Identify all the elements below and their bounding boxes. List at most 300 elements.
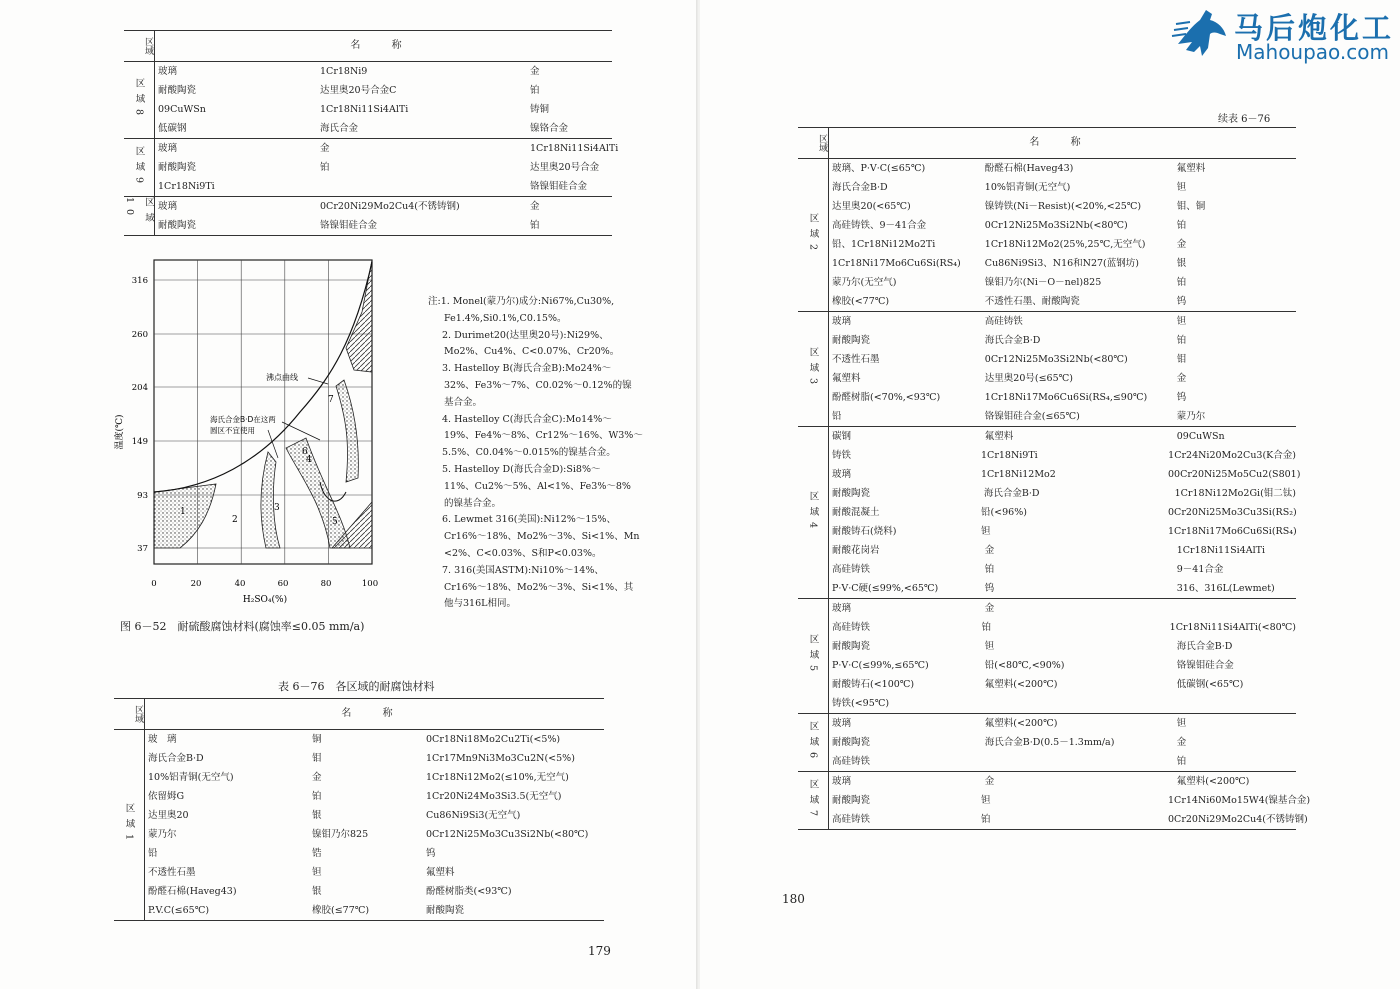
table-cell: 耐酸花岗岩: [832, 545, 880, 556]
table-cell: 海氏合金B·D: [148, 753, 204, 764]
x-tick-label: 80: [320, 579, 332, 589]
table-cell: 氟塑料(<200℃): [984, 718, 1058, 729]
figure-caption: 图 6－52 耐硫酸腐蚀材料(腐蚀率≤0.05 mm/a): [120, 620, 365, 633]
note-line: Cr16%～18%、Mo2%～3%、Si<1%、Mn: [444, 531, 640, 543]
region-label-text: 区域2: [807, 213, 819, 257]
y-tick-label: 204: [131, 383, 148, 393]
table-cell: 10%铝青铜(无空气): [148, 772, 234, 783]
table-cell: 09CuWSn: [1176, 431, 1225, 442]
table-row: [832, 791, 1311, 810]
table-cell: 1Cr18Ni9Ti: [981, 450, 1038, 461]
hastelloy-note: 海氏合金B·D在这两: [210, 415, 276, 424]
table-cell: 1Cr18Ni12Mo2: [980, 469, 1056, 480]
table-cell: 0Cr20Ni29Mo2Cu4(不锈铸钢): [320, 201, 460, 212]
table-cell: 低碳钢: [158, 123, 187, 134]
table-cell: 海氏合金B·D: [983, 488, 1040, 499]
table-cell: 1Cr18Ni17Mo6Cu6Si(RS₄,≤90℃): [984, 392, 1148, 403]
table-row: [832, 714, 1296, 733]
table-header: [124, 30, 612, 62]
table-row: [832, 407, 1296, 426]
table-cell: 铬镍钼硅合金(≤65℃): [984, 411, 1080, 422]
chart-plot: [113, 260, 378, 605]
table-cell: 1Cr18Ni12Mo2(25%,25℃,无空气): [984, 239, 1146, 250]
table-cell: 10%铝青铜(无空气): [984, 182, 1071, 193]
table-cell: 金: [320, 143, 330, 154]
table-row: [148, 787, 604, 806]
table-cell: 铬镍钼硅合金: [1176, 660, 1234, 671]
table-cell: 1Cr18Ni12Mo2Gi(钼二钛): [1174, 488, 1296, 499]
table-cell: 玻璃、P·V·C(≤65℃): [832, 163, 926, 174]
table-cell: 0Cr20Ni29Mo2Cu4(不锈铸钢): [1168, 814, 1308, 825]
table-cell: 铬镍钼硅合金: [530, 181, 588, 192]
table-cell: 氟塑料: [1176, 163, 1206, 174]
table-cell: 钽: [1176, 316, 1187, 327]
note-line: 的镍基合金。: [444, 497, 502, 509]
table-row: [158, 139, 619, 158]
table-cell: 铂: [312, 791, 322, 802]
horse-icon: [1172, 4, 1232, 60]
corrosion-chart: [110, 252, 410, 604]
table-row: [832, 484, 1296, 503]
region-group: [798, 599, 1296, 714]
page-number: 180: [782, 892, 805, 906]
table-row: [832, 273, 1296, 292]
table-cell: 玻 璃: [148, 734, 177, 745]
region-group: [124, 197, 612, 236]
table-cell: 1Cr18Ni17Mo6Cu6Si(RS₄): [1168, 526, 1297, 537]
table-cell: 金: [1176, 373, 1187, 384]
table-cell: [985, 752, 1177, 771]
note-line: 32%、Fe3%～7%、C0.02%～0.12%的镍: [444, 379, 632, 391]
note-line: 5.5%、C0.04%～0.015%的镍基合金。: [442, 447, 616, 459]
watermark-chinese: 马后炮化工: [1234, 11, 1395, 45]
table-cell: 1Cr14Ni60Mo15W4(镍基合金): [1168, 795, 1311, 806]
region-label-text: 区域8: [133, 78, 145, 122]
table-row: [148, 749, 604, 768]
hastelloy-note: 圆区不宜使用: [210, 426, 255, 435]
table-cell: 耐酸陶瓷: [832, 335, 871, 346]
table-cell: [985, 694, 1177, 713]
region-label: [798, 312, 829, 426]
table-cell: 铅: [832, 411, 842, 422]
continued-label: 续表 6－76: [1218, 114, 1271, 125]
table-cell: 不透性石墨: [832, 354, 880, 365]
watermark-english: Mahoupao.com: [1236, 40, 1390, 64]
table-cell: 钨: [984, 583, 995, 594]
table-cell: 316、316L(Lewmet): [1176, 583, 1275, 594]
table-cell: 酚醛树脂类(<93℃): [426, 886, 512, 897]
table-cell: 铂: [1176, 277, 1187, 288]
table-cell: 达里奥20(<65℃): [832, 201, 911, 212]
region-group: [124, 139, 619, 197]
region-label: [798, 772, 829, 829]
table-cell: [1177, 694, 1296, 713]
table-row: [158, 158, 612, 177]
x-tick-label: 20: [190, 579, 202, 589]
region-label-text: 区域6: [807, 720, 819, 765]
table-cell: 镍铸铁(Ni－Resist)(<20%,<25℃): [984, 201, 1142, 212]
table-cell: 铸铁: [832, 450, 852, 461]
table-row: [832, 446, 1296, 465]
table-cell: 高硅铸铁: [832, 564, 871, 575]
table-row: [832, 159, 1296, 178]
table-cell: 镍钼乃尔825: [312, 829, 369, 840]
table-cell: 玻璃: [158, 66, 178, 77]
table-cell: 氟塑料: [984, 431, 1014, 442]
table-row: [832, 579, 1296, 598]
table-cell: 玻璃: [832, 718, 852, 729]
table-cell: 1Cr18Ni11Si4AlTi: [320, 104, 409, 115]
table-cell: 耐酸陶瓷: [158, 85, 197, 96]
table-row: [832, 235, 1296, 254]
table-cell: 铂: [1176, 756, 1187, 767]
table-cell: 金: [530, 201, 540, 212]
table-row: [158, 100, 612, 119]
table-cell: 1Cr18Ni9: [320, 66, 368, 77]
table-row: [832, 656, 1296, 675]
table-cell: 海氏合金B·D: [1176, 641, 1233, 652]
y-tick-label: 93: [137, 491, 148, 501]
region-label: [124, 197, 155, 235]
table-cell: 1Cr18Ni11Si4AlTi: [1176, 545, 1265, 556]
table-row: [832, 733, 1296, 752]
table-cell: 玻璃: [832, 603, 852, 614]
table-row: [832, 541, 1296, 560]
table-cell: 1Cr18Ni11Si4AlTi: [530, 143, 619, 154]
page-number: 179: [588, 944, 611, 958]
region-group: [124, 62, 612, 139]
table-title: 表 6－76 各区域的耐腐蚀材料: [278, 680, 435, 693]
table-cell: 金: [1176, 239, 1187, 250]
table-cell: 1Cr18Ni12Mo2(≤10%,无空气): [426, 772, 569, 783]
header-region-label: 区域: [124, 31, 155, 61]
table-cell: P·V·C(≤99%,≤65℃): [832, 660, 929, 671]
table-cell: 铂: [1176, 335, 1187, 346]
table-cell: 钽: [984, 641, 995, 652]
table-row: [832, 694, 1296, 713]
table-cell: 铅(<96%): [980, 507, 1027, 518]
region-label: [798, 599, 829, 713]
zone-shade: [261, 452, 280, 548]
table-cell: 依留姆G: [148, 791, 185, 802]
table-cell: 海氏合金B·D: [832, 182, 888, 193]
table-row: [832, 465, 1301, 484]
table-cell: 蒙乃尔: [148, 829, 177, 840]
table-cell: 达里奥20号合金C: [320, 85, 397, 96]
region-group: [114, 730, 604, 921]
table-cell: 酚醛石棉(Haveg43): [148, 886, 237, 897]
table-cell: 铂: [981, 622, 992, 633]
region-label-text: 区域1: [123, 803, 135, 847]
region-group: [798, 159, 1296, 312]
table-cell: 银: [312, 810, 322, 821]
boiling-curve-label: 沸点曲线: [266, 373, 298, 382]
table-row: [148, 901, 604, 920]
table-cell: 铂: [1176, 220, 1187, 231]
table-cell: 氟塑料(<200℃): [984, 679, 1058, 690]
table-cell: 铂: [984, 564, 995, 575]
table-row: [832, 292, 1296, 311]
note-line: 19%、Fe4%～8%、Cr12%～16%、W3%～: [444, 430, 643, 442]
table-cell: 钽: [1176, 182, 1187, 193]
table-header: [114, 698, 604, 730]
table-row: [148, 863, 604, 882]
table-cell: 高硅铸铁、9－41合金: [832, 220, 927, 231]
table-row: [158, 197, 612, 216]
table-cell: 高硅铸铁: [832, 622, 871, 633]
top-table: [124, 30, 619, 236]
table-cell: 高硅铸铁: [832, 756, 871, 767]
table-cell: 玻璃: [158, 201, 178, 212]
region-group: [798, 714, 1296, 772]
table-row: [832, 810, 1308, 829]
table-cell: 铅(<80℃,<90%): [984, 660, 1065, 671]
table-cell: 1Cr24Ni20Mo2Cu3(K合金): [1168, 450, 1296, 461]
table-row: [832, 637, 1296, 656]
table-cell: 碳钢: [832, 431, 852, 442]
region-label: [124, 139, 155, 196]
header-region-label: 区域: [114, 699, 145, 729]
note-line: Cr16%～18%、Mo2%～3%、Si<1%、其: [444, 581, 634, 593]
table-row: [148, 844, 604, 863]
table-cell: 铸铜: [530, 104, 550, 115]
table-cell: 海氏合金: [320, 123, 359, 134]
zone-number: 4: [306, 455, 312, 465]
table-cell: 氟塑料(<200℃): [1176, 776, 1250, 787]
table-row: [832, 331, 1296, 350]
table-cell: 耐酸陶瓷: [158, 162, 197, 173]
note-line: 7. 316(美国ASTM):Ni10%～14%、: [442, 564, 604, 576]
table-cell: 钽: [980, 795, 991, 806]
table-cell: P.V.C(≤65℃): [148, 905, 210, 916]
table-cell: 钨: [426, 848, 436, 859]
table-cell: 金: [984, 776, 995, 787]
table-cell: 银: [1176, 258, 1187, 269]
table-row: [832, 427, 1296, 446]
table-cell: 金: [984, 603, 995, 614]
zone-number: 2: [232, 515, 238, 525]
zone-shade: [336, 380, 358, 482]
table-cell: 镍钼乃尔(Ni－O－nel)825: [984, 277, 1102, 288]
table-cell: 不透性石墨: [148, 867, 196, 878]
table-cell: 金: [312, 772, 322, 783]
table-cell: 1Cr18Ni11Si4AlTi(<80℃): [1169, 622, 1296, 633]
zone-number: 3: [274, 503, 280, 513]
note-line: Mo2%、Cu4%、C<0.07%、Cr20%。: [444, 346, 620, 358]
table-cell: 铬镍钼硅合金: [320, 220, 378, 231]
table-cell: 低碳钢(<65℃): [1176, 679, 1244, 690]
table-row: [832, 752, 1296, 771]
table-row: [832, 388, 1296, 407]
group-list: [114, 730, 604, 921]
table-row: [832, 599, 1296, 618]
note-line: 6. Lewmet 316(美国):Ni12%～15%、: [442, 514, 616, 526]
table-cell: P·V·C硬(≤99%,<65℃): [832, 583, 939, 594]
right-page: [700, 0, 1400, 989]
table-cell: 0Cr20Ni25Mo3Cu3Si(RS₂): [1168, 507, 1297, 518]
header-title: 名 称: [350, 40, 416, 51]
table-cell: 钼: [1176, 354, 1187, 365]
note-line: 基合金。: [444, 396, 483, 408]
zone-number: 5: [332, 517, 338, 527]
table-cell: 0Cr18Ni18Mo2Cu2Ti(<5%): [426, 734, 561, 745]
table-cell: 1Cr17Mn9Ni3Mo3Cu2N(<5%): [426, 753, 575, 764]
label-leader: [282, 422, 320, 440]
region-group: [798, 312, 1296, 427]
table-row: [832, 216, 1296, 235]
table-cell: 钼: [312, 753, 322, 764]
boiling-curve: [154, 262, 372, 492]
y-tick-label: 149: [131, 437, 148, 447]
table-row: [158, 177, 612, 196]
watermark-logo: [1172, 4, 1395, 64]
table-cell: [1177, 599, 1296, 618]
table-cell: 橡胶(≤77℃): [312, 905, 370, 916]
table-cell: 氟塑料: [832, 373, 861, 384]
figure-notes: [428, 294, 668, 613]
group-list: [124, 62, 619, 236]
header-title: 名 称: [1029, 137, 1095, 148]
table-row: [148, 768, 604, 787]
table-cell: 玻璃: [832, 776, 852, 787]
table-cell: 耐酸陶瓷: [426, 905, 465, 916]
table-cell: 钼、铜: [1176, 201, 1206, 212]
x-tick-label: 100: [361, 579, 379, 589]
zone-shade: [286, 438, 350, 548]
table-cell: 1Cr18Ni9Ti: [158, 181, 215, 192]
table-cell: Cu86Ni9Si3、N16和N27(蓝钢坊): [984, 258, 1139, 269]
table-row: [832, 522, 1296, 541]
table-cell: 达里奥20号合金: [530, 162, 600, 173]
table-cell: 达里奥20号(≤65℃): [984, 373, 1073, 384]
bottom-table: [114, 698, 604, 921]
region-label: [124, 62, 155, 138]
table-cell: 高硅铸铁: [984, 316, 1023, 327]
y-tick-label: 260: [131, 330, 148, 340]
right-table: [798, 127, 1311, 830]
table-cell: 铅: [148, 848, 158, 859]
table-row: [832, 369, 1296, 388]
table-cell: 镍铬合金: [530, 123, 569, 134]
note-line: 11%、Cu2%～5%、Al<1%、Fe3%～8%: [444, 480, 631, 492]
table-cell: 达里奥20: [148, 810, 189, 821]
table-header: [798, 127, 1296, 159]
table-cell: 耐酸铸石(烧料): [832, 526, 897, 537]
table-row: [832, 675, 1296, 694]
table-row: [832, 197, 1296, 216]
region-group: [798, 772, 1311, 830]
region-label-text: 区域3: [807, 347, 819, 391]
group-list: [798, 159, 1311, 830]
table-cell: [320, 177, 530, 196]
left-page: [0, 0, 697, 989]
note-line: 他与316L相同。: [444, 598, 516, 610]
y-axis-label: 温度(℃): [115, 414, 125, 450]
table-cell: 耐酸陶瓷: [832, 795, 871, 806]
table-cell: 海氏合金B·D: [984, 335, 1041, 346]
table-row: [832, 312, 1296, 331]
note-line: 3. Hastelloy B(海氏合金B):Mo24%～: [442, 363, 612, 375]
table-cell: 铜: [312, 734, 322, 745]
region-label-text: 区域10: [124, 197, 154, 228]
table-cell: 耐酸陶瓷: [832, 488, 871, 499]
table-row: [148, 882, 604, 901]
table-cell: 铅、1Cr18Ni12Mo2Ti: [832, 239, 936, 250]
table-cell: 0Cr12Ni25Mo3Si2Nb(<80℃): [984, 220, 1128, 231]
region-label-text: 区域4: [807, 490, 819, 535]
note-line: 注:1. Monel(蒙乃尔)成分:Ni67%,Cu30%,: [428, 296, 615, 307]
table-cell: 玻璃: [158, 143, 178, 154]
region-label-text: 区域5: [807, 634, 819, 678]
region-group: [798, 427, 1301, 599]
table-row: [832, 560, 1296, 579]
chart-svg: [110, 252, 410, 604]
table-cell: 蒙乃尔: [1176, 411, 1206, 422]
table-cell: 钨: [1176, 296, 1187, 307]
table-cell: 00Cr20Ni25Mo5Cu2(S801): [1168, 469, 1301, 480]
note-line: 4. Hastelloy C(海氏合金C):Mo14%～: [442, 413, 612, 425]
x-axis-label: H₂SO₄(%): [242, 595, 288, 605]
table-cell: 不透性石墨、耐酸陶瓷: [984, 296, 1080, 307]
table-cell: 海氏合金B·D(0.5－1.3mm/a): [984, 737, 1115, 748]
table-row: [148, 825, 604, 844]
zone-number: 6: [302, 447, 308, 457]
region-label: [798, 427, 829, 598]
table-row: [832, 350, 1296, 369]
table-cell: 耐酸陶瓷: [832, 737, 871, 748]
table-row: [832, 178, 1296, 197]
table-row: [148, 806, 604, 825]
table-cell: 橡胶(<77℃): [832, 296, 890, 307]
table-cell: 铸铁(<95℃): [832, 698, 890, 709]
table-cell: 0Cr12Ni25Mo3Si2Nb(<80℃): [984, 354, 1128, 365]
header-title: 名 称: [341, 708, 407, 719]
zone-number: 1: [180, 507, 186, 517]
x-tick-label: 0: [151, 579, 157, 589]
table-row: [158, 81, 612, 100]
table-row: [832, 503, 1296, 522]
table-cell: 耐酸铸石(<100℃): [832, 679, 915, 690]
table-cell: 9－41合金: [1176, 564, 1224, 575]
table-cell: 0Cr12Ni25Mo3Cu3Si2Nb(<80℃): [426, 829, 589, 840]
table-cell: 玻璃: [832, 469, 852, 480]
table-cell: 铂: [530, 220, 540, 231]
table-cell: 铂: [320, 162, 330, 173]
table-cell: 酚醛石棉(Haveg43): [984, 163, 1074, 174]
x-tick-label: 40: [234, 579, 246, 589]
table-row: [158, 119, 612, 138]
table-row: [832, 618, 1296, 637]
table-cell: 酚醛树脂(<70%,<93℃): [832, 392, 941, 403]
table-cell: 金: [984, 545, 995, 556]
region-label: [798, 714, 829, 771]
note-line: 5. Hastelloy D(海氏合金D):Si8%～: [442, 463, 601, 475]
table-cell: Cu86Ni9Si3(无空气): [426, 810, 521, 821]
x-tick-label: 60: [277, 579, 289, 589]
y-tick-label: 316: [131, 276, 148, 286]
zone-number: 7: [328, 395, 334, 405]
table-cell: 耐酸混凝土: [832, 507, 880, 518]
table-cell: 蒙乃尔(无空气): [832, 277, 897, 288]
header-region-label: 区域: [798, 128, 829, 158]
table-cell: 铂: [980, 814, 991, 825]
table-cell: 锆: [312, 848, 322, 859]
region-label: [114, 730, 145, 920]
table-row: [158, 62, 612, 81]
table-cell: 铂: [530, 85, 540, 96]
table-cell: 钨: [1176, 392, 1187, 403]
table-cell: 高硅铸铁: [832, 814, 871, 825]
